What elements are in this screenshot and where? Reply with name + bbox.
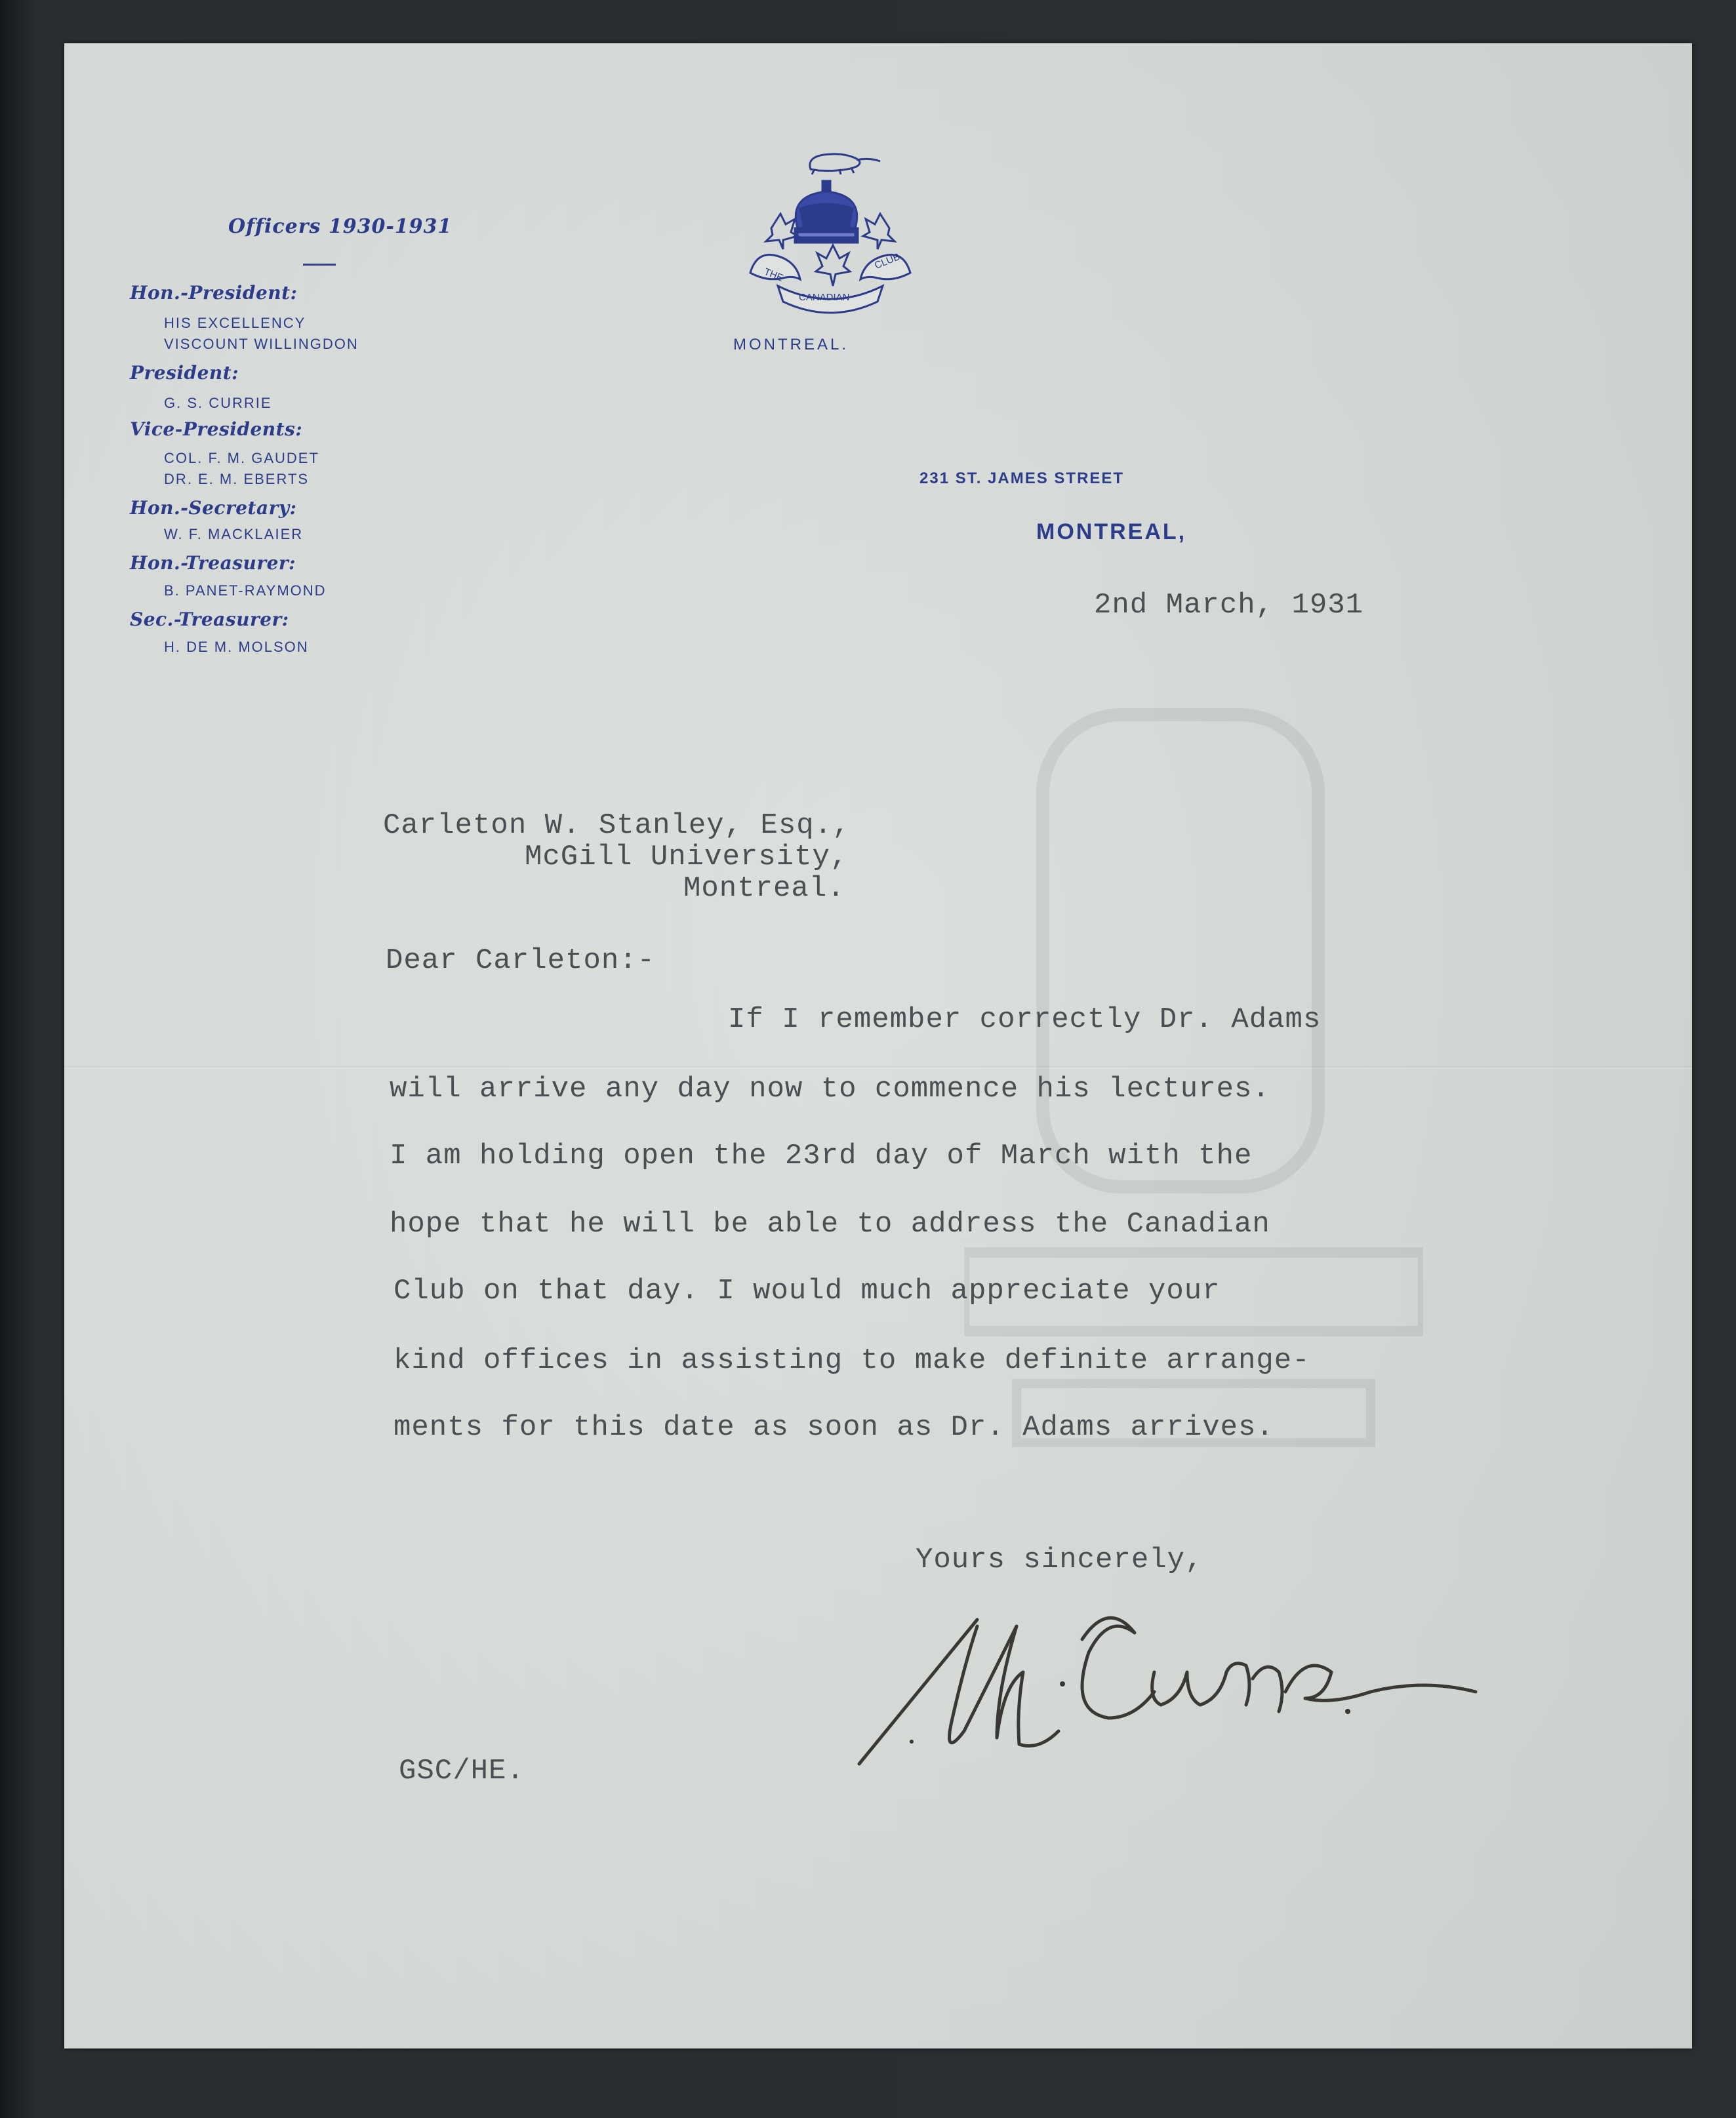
letter-date: 2nd March, 1931 [1094,589,1364,622]
banner-text-center: CANADIAN [799,292,850,303]
closing: Yours sincerely, [916,1544,1203,1576]
recipient-line: McGill University, [525,841,849,873]
canadian-club-crest-icon [699,104,961,366]
officer-role: Hon.-President: [130,282,298,304]
beaver-icon [810,154,880,174]
officer-name: DR. E. M. EBERTS [164,471,310,487]
recipient-line: Montreal. [683,872,845,905]
officer-name: G. S. CURRIE [164,395,272,411]
fold-line [64,1066,1692,1069]
body-line: hope that he will be able to address the Canadian [390,1208,1270,1241]
body-line: will arrive any day now to commence his lectures. [390,1073,1270,1106]
body-line: If I remember correctly Dr. Adams [728,1003,1322,1036]
address-city: MONTREAL, [1036,519,1187,544]
body-line: Club on that day. I would much appreciate your [394,1275,1221,1308]
officer-name: H. DE M. MOLSON [164,639,309,655]
recipient-line: Carleton W. Stanley, Esq., [383,809,851,842]
officers-title: Officers 1930-1931 [228,215,453,238]
handwritten-signature [774,1541,1594,1803]
officer-name: COL. F. M. GAUDET [164,450,319,466]
officer-role: President: [130,362,239,384]
banner-text-left: THE [762,266,785,284]
officer-name: HIS EXCELLENCY [164,315,306,331]
officer-role: Hon.-Secretary: [130,497,297,519]
crown-icon [795,181,858,243]
officer-role: Vice-Presidents: [130,418,303,440]
salutation: Dear Carleton:- [386,944,656,977]
body-line: ments for this date as soon as Dr. Adams arrives. [394,1411,1274,1444]
body-line: kind offices in assisting to make definite arrange- [394,1344,1310,1377]
address-street: 231 ST. JAMES STREET [919,470,1125,487]
officers-divider [303,264,336,266]
officer-name: VISCOUNT WILLINGDON [164,336,359,352]
officer-name: B. PANET-RAYMOND [164,582,327,599]
officer-role: Hon.-Treasurer: [130,552,296,574]
officer-name: W. F. MACKLAIER [164,526,304,542]
officer-role: Sec.-Treasurer: [130,609,289,630]
body-line: I am holding open the 23rd day of March with the [390,1140,1253,1172]
crest-city: MONTREAL. [733,336,849,353]
typist-initials: GSC/HE. [399,1755,525,1788]
banner-text-right: CLUB [873,250,902,271]
